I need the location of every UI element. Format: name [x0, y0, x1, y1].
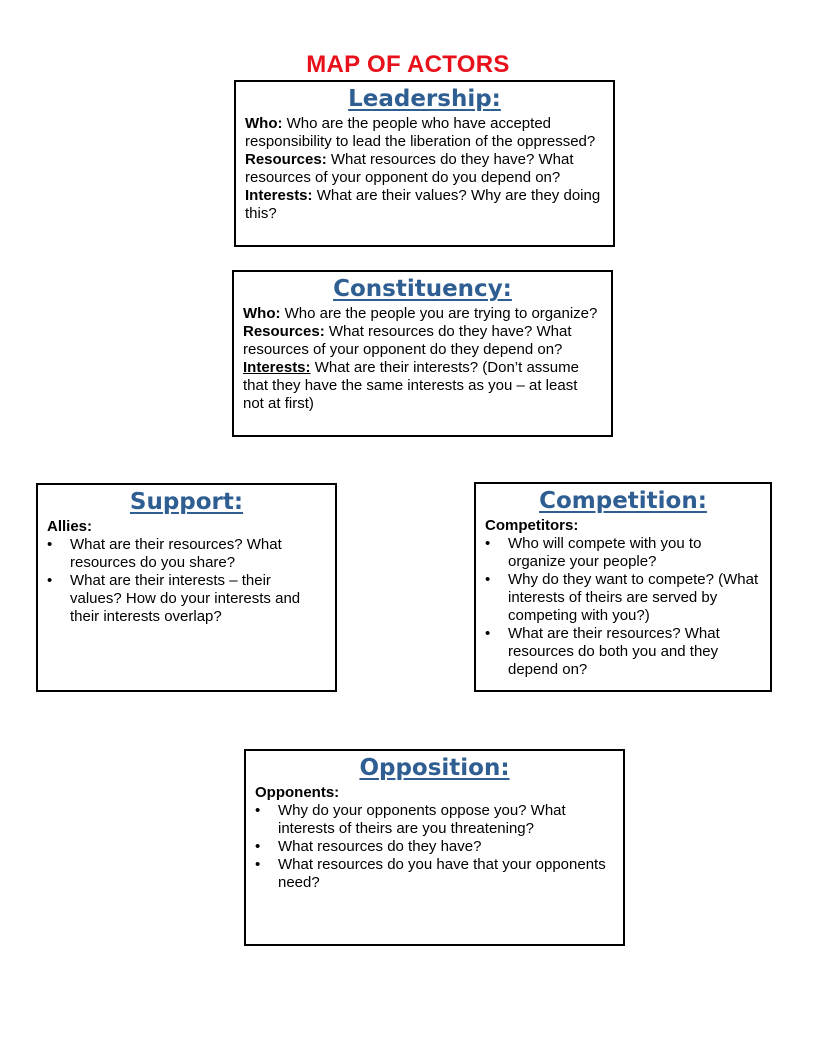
list-item: [485, 571, 761, 625]
list-item-text: Who will compete with you to organize your people?: [508, 535, 702, 570]
constituency-interests-text: What are their interests? (Don’t assume that they have the same interests as you – at least not at first): [243, 359, 579, 412]
list-item-text: What are their resources? What resources do you share?: [70, 536, 282, 571]
bullet-icon: •: [255, 838, 261, 855]
list-item: [485, 625, 761, 679]
competition-heading: Competition:: [539, 488, 707, 514]
list-item: [47, 572, 326, 626]
support-heading: Support:: [129, 489, 244, 515]
opposition-box: [244, 749, 625, 946]
list-item-text: Why do your opponents oppose you? What interests of theirs are you threatening?: [278, 802, 566, 837]
competition-group-label: Competitors:: [485, 517, 579, 534]
leadership-resources-text: What resources do they have? What resources of your opponent do you depend on?: [245, 151, 574, 186]
leadership-resources: [245, 151, 604, 187]
constituency-who: [243, 305, 602, 323]
leadership-who-label: Who:: [245, 115, 283, 132]
leadership-resources-label: Resources:: [245, 151, 327, 168]
leadership-interests-text: What are their values? Why are they doing this?: [245, 187, 601, 222]
bullet-icon: •: [255, 856, 261, 873]
support-group-label: Allies:: [47, 518, 93, 535]
list-item: [485, 535, 761, 571]
bullet-icon: •: [47, 536, 53, 553]
support-list: [47, 536, 326, 626]
bullet-icon: •: [255, 802, 261, 819]
bullet-icon: •: [485, 571, 491, 588]
list-item: [255, 856, 614, 892]
bullet-icon: •: [47, 572, 53, 589]
opposition-group-label: Opponents:: [255, 784, 340, 801]
constituency-box: [232, 270, 613, 437]
competition-list: [485, 535, 761, 679]
opposition-heading: Opposition:: [359, 755, 510, 781]
list-item-text: What resources do they have?: [278, 838, 482, 855]
support-box: [36, 483, 337, 692]
list-item: [255, 802, 614, 838]
constituency-who-text: Who are the people you are trying to organize?: [280, 305, 598, 322]
opposition-list: [255, 802, 614, 892]
constituency-resources: [243, 323, 602, 359]
constituency-heading: Constituency:: [333, 276, 512, 302]
leadership-who: [245, 115, 604, 151]
bullet-icon: •: [485, 535, 491, 552]
leadership-interests: [245, 187, 604, 223]
constituency-interests-label: Interests:: [243, 359, 311, 376]
leadership-box: [234, 80, 615, 247]
constituency-interests: [243, 359, 602, 413]
leadership-who-text: Who are the people who have accepted responsibility to lead the liberation of the oppressed?: [245, 115, 596, 150]
bullet-icon: •: [485, 625, 491, 642]
list-item: [47, 536, 326, 572]
leadership-heading: Leadership:: [348, 86, 501, 112]
list-item-text: Why do they want to compete? (What interests of theirs are served by competing with you?): [508, 571, 759, 624]
constituency-resources-text: What resources do they have? What resources of your opponent do they depend on?: [243, 323, 572, 358]
competition-box: [474, 482, 772, 692]
list-item: [255, 838, 614, 856]
list-item-text: What are their resources? What resources do both you and they depend on?: [508, 625, 720, 678]
constituency-who-label: Who:: [243, 305, 281, 322]
leadership-interests-label: Interests:: [245, 187, 313, 204]
list-item-text: What are their interests – their values? How do your interests and their interests overlap?: [70, 572, 301, 625]
list-item-text: What resources do you have that your opponents need?: [278, 856, 606, 891]
page-title: MAP OF ACTORS: [306, 51, 510, 78]
constituency-resources-label: Resources:: [243, 323, 325, 340]
